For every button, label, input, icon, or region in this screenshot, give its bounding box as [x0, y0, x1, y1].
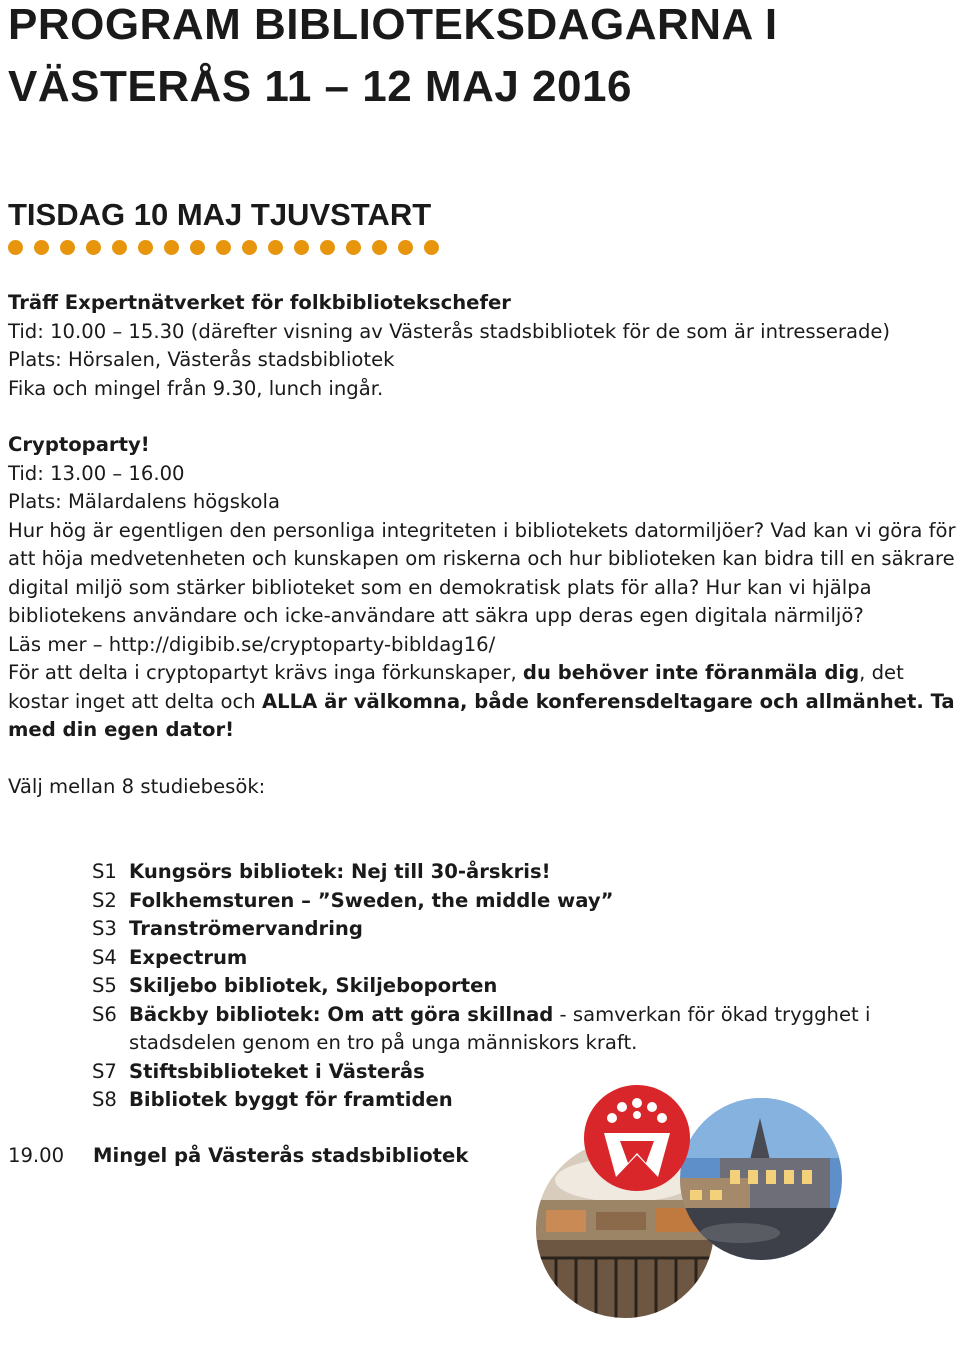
divider-dot	[112, 240, 127, 255]
meeting-place: Plats: Hörsalen, Västerås stadsbibliotek	[8, 348, 395, 371]
title-line-1: PROGRAM BIBLIOTEKSDAGARNA I	[8, 0, 778, 49]
visit-item	[92, 1001, 952, 1058]
visit-item	[92, 858, 952, 887]
visit-code: S4	[92, 945, 117, 969]
program-page	[8, 0, 960, 1167]
visit-code: S2	[92, 888, 117, 912]
crypto-title: Cryptoparty!	[8, 433, 150, 456]
visit-name: Expectrum	[129, 945, 248, 969]
divider-dot	[86, 240, 101, 255]
divider-dot	[268, 240, 283, 255]
crypto-info	[8, 659, 958, 745]
divider-dot	[372, 240, 387, 255]
divider-dot	[60, 240, 75, 255]
visit-name: Folkhemsturen – ”Sweden, the middle way”	[129, 888, 614, 912]
visit-name: Stiftsbiblioteket i Västerås	[129, 1059, 425, 1083]
study-visits-list	[92, 858, 952, 1115]
divider-dot	[424, 240, 439, 255]
title-line-2: VÄSTERÅS 11 – 12 MAJ 2016	[8, 62, 632, 111]
divider-dot	[164, 240, 179, 255]
meeting-note: Fika och mingel från 9.30, lunch ingår.	[8, 376, 384, 400]
visit-extra: - samverkan för ökad trygghet i stadsdelen genom en tro på unga människors kraft.	[129, 1002, 871, 1054]
divider-dot	[138, 240, 153, 255]
visit-item	[92, 887, 952, 916]
divider-dot	[216, 240, 231, 255]
day-heading: TISDAG 10 MAJ TJUVSTART	[8, 197, 432, 232]
meeting-title: Träff Expertnätverket för folkbibliotekschefer	[8, 291, 511, 314]
visit-code: S7	[92, 1059, 117, 1083]
visit-name: Skiljebo bibliotek, Skiljeboporten	[129, 974, 498, 997]
crypto-info-bold-2: ALLA är välkomna, både konferensdeltagare och allmänhet. Ta med din egen dator!	[8, 689, 955, 741]
evening-title: Mingel på Västerås stadsbibliotek	[93, 1144, 469, 1167]
crypto-info-text-1: För att delta i cryptopartyt krävs inga förkunskaper,	[8, 661, 523, 684]
dot-divider	[8, 240, 439, 255]
evening-event	[8, 1142, 468, 1171]
visit-name: Tranströmervandring	[129, 917, 363, 940]
visit-code: S8	[92, 1088, 117, 1111]
crypto-description: Hur hög är egentligen den personliga integriteten i bibliotekets datormiljöer? Vad kan vi göra för att höja medvetenheten och kunskapen om riskerna och hur biblioteken kan bidra till en säkrare digital miljö som stärker biblioteket som en demokratisk plats för alla? Hur kan vi hjälpa bibliotekens användare och icke-användare att säkra upp deras egen digitala närmiljö?	[8, 518, 956, 627]
visit-code: S3	[92, 917, 117, 940]
crypto-link: Läs mer – http://digibib.se/cryptoparty-bibldag16/	[8, 632, 496, 656]
program-body	[8, 289, 958, 801]
visit-item	[92, 1086, 952, 1115]
divider-dot	[34, 240, 49, 255]
crypto-info-text-2: , det kostar inget att delta och	[8, 661, 904, 713]
visit-item	[92, 944, 952, 973]
meeting-time: Tid: 10.00 – 15.30 (därefter visning av Västerås stadsbibliotek för de som är intresserade)	[8, 319, 891, 343]
visit-code: S1	[92, 860, 117, 883]
divider-dot	[398, 240, 413, 255]
visit-name: Bibliotek byggt för framtiden	[129, 1088, 453, 1111]
visit-name: Bäckby bibliotek: Om att göra skillnad	[129, 1002, 554, 1026]
divider-dot	[320, 240, 335, 255]
visit-item	[92, 1058, 952, 1087]
visit-item	[92, 972, 952, 1001]
divider-dot	[190, 240, 205, 255]
choose-label: Välj mellan 8 studiebesök:	[8, 774, 266, 798]
visit-code: S5	[92, 974, 117, 997]
crypto-info-bold-1: du behöver inte föranmäla dig	[522, 661, 860, 684]
library-logo-icon	[584, 1085, 690, 1191]
divider-dot	[242, 240, 257, 255]
visit-name: Kungsörs bibliotek: Nej till 30-årskris!	[129, 860, 551, 883]
crypto-place: Plats: Mälardalens högskola	[8, 490, 280, 513]
visit-item	[92, 915, 952, 944]
divider-dot	[8, 240, 23, 255]
page-title	[8, 0, 960, 118]
library-building-photo	[680, 1098, 842, 1260]
evening-time: 19.00	[8, 1144, 65, 1167]
visit-code: S6	[92, 1002, 117, 1026]
divider-dot	[346, 240, 361, 255]
divider-dot	[294, 240, 309, 255]
crypto-time: Tid: 13.00 – 16.00	[8, 461, 185, 485]
